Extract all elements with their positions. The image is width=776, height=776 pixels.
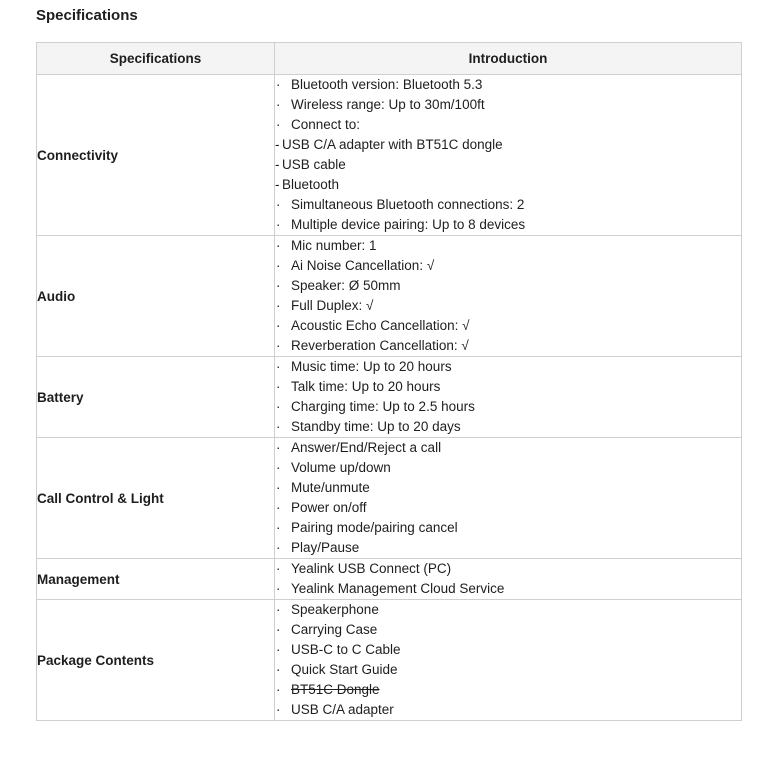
item-text: Wireless range: Up to 30m/100ft bbox=[291, 97, 485, 112]
item-text: Ai Noise Cancellation: √ bbox=[291, 258, 435, 273]
list-item bbox=[275, 498, 741, 518]
list-item bbox=[275, 276, 741, 296]
item-text: Speakerphone bbox=[291, 602, 379, 617]
bullet-marker: · bbox=[276, 278, 281, 293]
list-item bbox=[275, 397, 741, 417]
list-item bbox=[275, 518, 741, 538]
table-row bbox=[37, 75, 742, 236]
table-row bbox=[37, 438, 742, 559]
item-text: Full Duplex: √ bbox=[291, 298, 374, 313]
category-cell: Management bbox=[37, 559, 275, 600]
item-text: Carrying Case bbox=[291, 622, 378, 637]
bullet-marker: · bbox=[276, 379, 281, 394]
spec-table bbox=[36, 42, 742, 721]
item-text: Yealink Management Cloud Service bbox=[291, 581, 505, 596]
category-cell: Call Control & Light bbox=[37, 438, 275, 559]
list-item bbox=[275, 538, 741, 558]
list-item bbox=[275, 195, 741, 215]
table-header-row bbox=[37, 43, 742, 75]
table-row bbox=[37, 559, 742, 600]
bullet-marker: · bbox=[276, 540, 281, 555]
category-cell: Package Contents bbox=[37, 600, 275, 721]
item-text: Simultaneous Bluetooth connections: 2 bbox=[291, 197, 525, 212]
category-cell: Battery bbox=[37, 357, 275, 438]
header-specifications: Specifications bbox=[37, 43, 275, 75]
bullet-marker: · bbox=[276, 702, 281, 717]
bullet-marker: · bbox=[276, 399, 281, 414]
bullet-marker: · bbox=[276, 460, 281, 475]
bullet-marker: · bbox=[276, 500, 281, 515]
item-text: BT51C Dongle bbox=[291, 682, 380, 697]
item-text: Charging time: Up to 2.5 hours bbox=[291, 399, 475, 414]
item-text: USB C/A adapter with BT51C dongle bbox=[282, 137, 503, 152]
list-item bbox=[275, 478, 741, 498]
items-cell bbox=[275, 236, 742, 357]
table-row bbox=[37, 600, 742, 721]
list-item bbox=[275, 417, 741, 437]
items-cell bbox=[275, 357, 742, 438]
list-item bbox=[275, 115, 741, 135]
list-item bbox=[275, 75, 741, 95]
bullet-marker: · bbox=[276, 642, 281, 657]
item-text: Standby time: Up to 20 days bbox=[291, 419, 461, 434]
bullet-marker: · bbox=[276, 520, 281, 535]
list-item bbox=[275, 559, 741, 579]
list-item bbox=[275, 600, 741, 620]
bullet-marker: · bbox=[276, 97, 281, 112]
dash-marker: - bbox=[275, 157, 280, 172]
item-text: Music time: Up to 20 hours bbox=[291, 359, 452, 374]
item-text: Bluetooth version: Bluetooth 5.3 bbox=[291, 77, 483, 92]
item-text: Talk time: Up to 20 hours bbox=[291, 379, 441, 394]
list-item bbox=[275, 579, 741, 599]
dash-marker: - bbox=[275, 137, 280, 152]
list-item bbox=[275, 296, 741, 316]
list-item bbox=[275, 95, 741, 115]
list-item bbox=[275, 155, 741, 175]
list-item bbox=[275, 640, 741, 660]
list-item bbox=[275, 377, 741, 397]
item-text: Bluetooth bbox=[282, 177, 340, 192]
list-item bbox=[275, 680, 741, 700]
items-cell bbox=[275, 75, 742, 236]
list-item bbox=[275, 175, 741, 195]
item-text: Quick Start Guide bbox=[291, 662, 398, 677]
bullet-marker: · bbox=[276, 359, 281, 374]
bullet-marker: · bbox=[276, 561, 281, 576]
item-text: USB cable bbox=[282, 157, 346, 172]
list-item bbox=[275, 660, 741, 680]
item-text: Pairing mode/pairing cancel bbox=[291, 520, 458, 535]
bullet-marker: · bbox=[276, 480, 281, 495]
bullet-marker: · bbox=[276, 581, 281, 596]
item-text: Volume up/down bbox=[291, 460, 391, 475]
item-text: USB C/A adapter bbox=[291, 702, 394, 717]
item-text: Acoustic Echo Cancellation: √ bbox=[291, 318, 470, 333]
item-text: Mute/unmute bbox=[291, 480, 370, 495]
items-cell bbox=[275, 438, 742, 559]
list-item bbox=[275, 438, 741, 458]
list-item bbox=[275, 336, 741, 356]
bullet-marker: · bbox=[276, 662, 281, 677]
list-item bbox=[275, 135, 741, 155]
bullet-marker: · bbox=[276, 419, 281, 434]
bullet-marker: · bbox=[276, 318, 281, 333]
dash-marker: - bbox=[275, 177, 280, 192]
bullet-marker: · bbox=[276, 238, 281, 253]
bullet-marker: · bbox=[276, 197, 281, 212]
item-text: Mic number: 1 bbox=[291, 238, 377, 253]
item-text: Play/Pause bbox=[291, 540, 360, 555]
table-row bbox=[37, 236, 742, 357]
bullet-marker: · bbox=[276, 622, 281, 637]
list-item bbox=[275, 620, 741, 640]
table-row bbox=[37, 357, 742, 438]
list-item bbox=[275, 316, 741, 336]
list-item bbox=[275, 700, 741, 720]
item-text: Speaker: Ø 50mm bbox=[291, 278, 401, 293]
item-text: Reverberation Cancellation: √ bbox=[291, 338, 469, 353]
bullet-marker: · bbox=[276, 298, 281, 313]
item-text: Connect to: bbox=[291, 117, 361, 132]
bullet-marker: · bbox=[276, 338, 281, 353]
items-cell bbox=[275, 559, 742, 600]
items-cell bbox=[275, 600, 742, 721]
item-text: Multiple device pairing: Up to 8 devices bbox=[291, 217, 526, 232]
bullet-marker: · bbox=[276, 258, 281, 273]
bullet-marker: · bbox=[276, 602, 281, 617]
item-text: Power on/off bbox=[291, 500, 367, 515]
item-text: USB-C to C Cable bbox=[291, 642, 401, 657]
list-item bbox=[275, 236, 741, 256]
header-introduction: Introduction bbox=[275, 43, 742, 75]
page-title: Specifications bbox=[36, 7, 138, 24]
bullet-marker: · bbox=[276, 682, 281, 697]
item-text: Yealink USB Connect (PC) bbox=[291, 561, 452, 576]
category-cell: Connectivity bbox=[37, 75, 275, 236]
bullet-marker: · bbox=[276, 217, 281, 232]
category-cell: Audio bbox=[37, 236, 275, 357]
item-text: Answer/End/Reject a call bbox=[291, 440, 442, 455]
bullet-marker: · bbox=[276, 77, 281, 92]
bullet-marker: · bbox=[276, 440, 281, 455]
bullet-marker: · bbox=[276, 117, 281, 132]
spec-table-body bbox=[37, 75, 742, 721]
list-item bbox=[275, 357, 741, 377]
list-item bbox=[275, 256, 741, 276]
list-item bbox=[275, 215, 741, 235]
list-item bbox=[275, 458, 741, 478]
